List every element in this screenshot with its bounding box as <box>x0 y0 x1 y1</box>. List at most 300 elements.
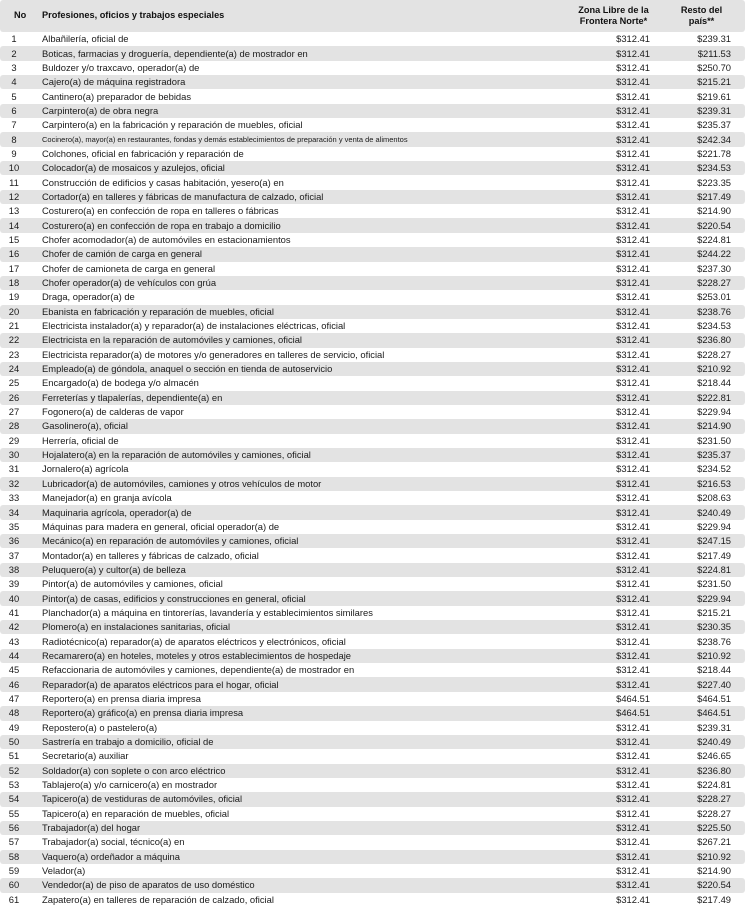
cell-row-number: 37 <box>8 549 20 561</box>
cell-profession: Montador(a) en talleres y fábricas de calzado, oficial <box>42 549 259 561</box>
cell-profession: Reportero(a) gráfico(a) en prensa diaria impresa <box>38 706 565 720</box>
column-header-zona-libre-frontera-norte <box>565 0 662 32</box>
cell-zona-libre: $312.41 <box>616 463 650 475</box>
cell-profession: Plomero(a) en instalaciones sanitarias, oficial <box>38 620 565 634</box>
cell-zona-libre: $312.41 <box>565 247 662 261</box>
cell-zona-libre: $312.41 <box>565 850 662 864</box>
cell-resto-pais: $228.27 <box>697 807 731 819</box>
table-row <box>0 663 745 677</box>
column-header-no: No <box>0 0 38 32</box>
cell-resto-pais: $246.65 <box>697 750 731 762</box>
cell-profession: Ebanista en fabricación y reparación de muebles, oficial <box>38 305 565 319</box>
table-row <box>0 620 745 634</box>
cell-zona-libre: $312.41 <box>565 563 662 577</box>
cell-profession: Tapicero(a) en reparación de muebles, oficial <box>42 807 230 819</box>
cell-resto-pais: $220.54 <box>662 218 745 232</box>
cell-resto-pais: $240.49 <box>662 735 745 749</box>
cell-resto-pais: $253.01 <box>697 291 731 303</box>
cell-profession: Vendedor(a) de piso de aparatos de uso doméstico <box>38 878 565 892</box>
cell-profession: Jornalero(a) agrícola <box>42 463 129 475</box>
cell-profession: Peluquero(a) y cultor(a) de belleza <box>38 563 565 577</box>
cell-resto-pais: $229.94 <box>697 520 731 532</box>
cell-resto-pais: $215.21 <box>697 606 731 618</box>
cell-zona-libre: $312.41 <box>565 821 662 835</box>
cell-profession: Boticas, farmacias y droguería, dependiente(a) de mostrador en <box>38 46 565 60</box>
cell-row-number: 8 <box>0 132 38 146</box>
cell-resto-pais: $464.51 <box>697 692 731 704</box>
cell-zona-libre: $464.51 <box>565 706 662 720</box>
cell-zona-libre: $312.41 <box>565 218 662 232</box>
cell-profession: Buldozer y/o traxcavo, operador(a) de <box>42 61 200 73</box>
cell-profession: Radiotécnico(a) reparador(a) de aparatos eléctricos y electrónicos, oficial <box>42 635 346 647</box>
table-row <box>0 147 745 161</box>
table-row <box>0 835 745 849</box>
cell-row-number: 22 <box>0 333 38 347</box>
cell-row-number: 19 <box>8 291 20 303</box>
cell-zona-libre: $312.41 <box>616 406 650 418</box>
cell-resto-pais: $237.30 <box>697 262 731 274</box>
cell-zona-libre: $312.41 <box>565 419 662 433</box>
cell-zona-libre: $312.41 <box>616 434 650 446</box>
cell-resto-pais: $214.90 <box>697 205 731 217</box>
cell-resto-pais: $234.53 <box>697 320 731 332</box>
cell-zona-libre: $312.41 <box>616 721 650 733</box>
cell-profession: Planchador(a) a máquina en tintorerías, lavandería y establecimientos similares <box>42 606 373 618</box>
table-row <box>0 175 745 189</box>
table-row <box>0 319 745 333</box>
cell-profession: Cocinero(a), mayor(a) en restaurantes, fondas y demás establecimientos de preparación y venta de alimentos <box>38 132 565 146</box>
cell-profession: Soldador(a) con soplete o con arco eléctrico <box>38 764 565 778</box>
table-row <box>0 46 745 60</box>
cell-zona-libre: $312.41 <box>616 750 650 762</box>
table-row <box>0 333 745 347</box>
table-row <box>0 706 745 720</box>
table-row <box>0 419 745 433</box>
cell-zona-libre: $312.41 <box>565 75 662 89</box>
cell-zona-libre: $312.41 <box>616 664 650 676</box>
cell-profession: Zapatero(a) en talleres de reparación de calzado, oficial <box>42 893 274 905</box>
cell-row-number: 33 <box>8 492 20 504</box>
cell-profession: Vaquero(a) ordeñador a máquina <box>38 850 565 864</box>
cell-profession: Carpintero(a) en la fabricación y reparación de muebles, oficial <box>42 119 303 131</box>
cell-profession: Refaccionaria de automóviles y camiones, dependiente(a) de mostrador en <box>42 664 355 676</box>
column-header-zona-line1: Zona Libre de la <box>578 4 649 15</box>
cell-row-number: 34 <box>0 505 38 519</box>
cell-row-number: 24 <box>0 362 38 376</box>
table-row <box>0 563 745 577</box>
cell-resto-pais: $218.44 <box>697 664 731 676</box>
cell-row-number: 41 <box>8 606 20 618</box>
table-row <box>0 821 745 835</box>
cell-zona-libre: $312.41 <box>565 677 662 691</box>
cell-profession: Maquinaria agrícola, operador(a) de <box>38 505 565 519</box>
cell-row-number: 51 <box>8 750 20 762</box>
cell-row-number: 2 <box>0 46 38 60</box>
cell-row-number: 30 <box>0 448 38 462</box>
table-row <box>0 262 745 276</box>
cell-zona-libre: $312.41 <box>616 147 650 159</box>
cell-row-number: 56 <box>0 821 38 835</box>
table-row <box>0 348 745 362</box>
table-row <box>0 75 745 89</box>
cell-zona-libre: $312.41 <box>616 377 650 389</box>
table-row <box>0 61 745 75</box>
cell-row-number: 6 <box>0 104 38 118</box>
column-header-resto-line1: Resto del <box>680 4 723 15</box>
cell-zona-libre: $312.41 <box>565 104 662 118</box>
cell-zona-libre: $312.41 <box>616 578 650 590</box>
cell-profession: Fogonero(a) de calderas de vapor <box>42 406 184 418</box>
table-header-row <box>0 0 745 32</box>
cell-profession: Trabajador(a) del hogar <box>38 821 565 835</box>
table-row <box>0 893 745 907</box>
cell-row-number: 28 <box>0 419 38 433</box>
table-row <box>0 735 745 749</box>
table-row <box>0 606 745 620</box>
cell-row-number: 48 <box>0 706 38 720</box>
cell-profession: Chofer de camioneta de carga en general <box>42 262 216 274</box>
cell-zona-libre: $312.41 <box>616 492 650 504</box>
cell-profession: Cortador(a) en talleres y fábricas de manufactura de calzado, oficial <box>38 190 565 204</box>
cell-resto-pais: $229.94 <box>662 591 745 605</box>
cell-row-number: 16 <box>0 247 38 261</box>
cell-profession: Recamarero(a) en hoteles, moteles y otros establecimientos de hospedaje <box>38 649 565 663</box>
cell-row-number: 43 <box>8 635 20 647</box>
cell-zona-libre: $312.41 <box>565 620 662 634</box>
cell-profession: Costurero(a) en confección de ropa en talleres o fábricas <box>42 205 279 217</box>
cell-profession: Cantinero(a) preparador de bebidas <box>42 90 192 102</box>
cell-resto-pais: $228.27 <box>697 348 731 360</box>
cell-row-number: 31 <box>8 463 20 475</box>
cell-zona-libre: $312.41 <box>616 205 650 217</box>
cell-resto-pais: $211.53 <box>662 46 745 60</box>
cell-resto-pais: $208.63 <box>697 492 731 504</box>
cell-profession: Reportero(a) en prensa diaria impresa <box>42 692 201 704</box>
cell-profession: Empleado(a) de góndola, anaquel o sección en tienda de autoservicio <box>38 362 565 376</box>
cell-zona-libre: $312.41 <box>616 320 650 332</box>
cell-row-number: 1 <box>11 33 17 45</box>
cell-zona-libre: $312.41 <box>616 61 650 73</box>
table-row <box>0 864 745 878</box>
cell-zona-libre: $312.41 <box>565 305 662 319</box>
cell-resto-pais: $228.27 <box>662 276 745 290</box>
cell-profession: Velador(a) <box>42 865 86 877</box>
table-row <box>0 391 745 405</box>
cell-zona-libre: $312.41 <box>616 635 650 647</box>
cell-profession: Chofer acomodador(a) de automóviles en estacionamientos <box>42 233 291 245</box>
cell-row-number: 3 <box>11 61 17 73</box>
cell-profession: Electricista instalador(a) y reparador(a) de instalaciones eléctricas, oficial <box>42 320 346 332</box>
cell-resto-pais: $229.94 <box>697 406 731 418</box>
cell-resto-pais: $215.21 <box>662 75 745 89</box>
cell-resto-pais: $219.61 <box>697 90 731 102</box>
cell-row-number: 4 <box>0 75 38 89</box>
table-row <box>0 362 745 376</box>
cell-zona-libre: $312.41 <box>616 865 650 877</box>
column-header-professions: Profesiones, oficios y trabajos especiales <box>38 0 565 32</box>
cell-zona-libre: $312.41 <box>616 33 650 45</box>
cell-resto-pais: $239.31 <box>662 104 745 118</box>
table-row <box>0 692 745 706</box>
cell-row-number: 36 <box>0 534 38 548</box>
cell-row-number: 55 <box>8 807 20 819</box>
cell-row-number: 59 <box>8 865 20 877</box>
cell-resto-pais: $240.49 <box>662 505 745 519</box>
table-row <box>0 276 745 290</box>
cell-resto-pais: $216.53 <box>662 477 745 491</box>
table-row <box>0 764 745 778</box>
cell-row-number: 10 <box>0 161 38 175</box>
cell-profession: Construcción de edificios y casas habitación, yesero(a) en <box>42 176 284 188</box>
cell-zona-libre: $312.41 <box>565 391 662 405</box>
cell-profession: Colchones, oficial en fabricación y reparación de <box>42 147 244 159</box>
cell-row-number: 39 <box>8 578 20 590</box>
cell-row-number: 53 <box>8 779 20 791</box>
cell-row-number: 27 <box>8 406 20 418</box>
cell-resto-pais: $210.92 <box>662 362 745 376</box>
cell-resto-pais: $223.35 <box>697 176 731 188</box>
cell-resto-pais: $247.15 <box>662 534 745 548</box>
cell-row-number: 32 <box>0 477 38 491</box>
cell-row-number: 18 <box>0 276 38 290</box>
table-row <box>0 89 745 103</box>
cell-zona-libre: $312.41 <box>565 649 662 663</box>
cell-zona-libre: $312.41 <box>616 807 650 819</box>
cell-row-number: 46 <box>0 677 38 691</box>
table-row <box>0 548 745 562</box>
cell-profession: Máquinas para madera en general, oficial operador(a) de <box>42 520 280 532</box>
cell-resto-pais: $234.52 <box>697 463 731 475</box>
cell-profession: Colocador(a) de mosaicos y azulejos, oficial <box>38 161 565 175</box>
cell-zona-libre: $312.41 <box>616 520 650 532</box>
table-row <box>0 190 745 204</box>
table-row <box>0 405 745 419</box>
table-row <box>0 448 745 462</box>
cell-resto-pais: $227.40 <box>662 677 745 691</box>
cell-row-number: 20 <box>0 305 38 319</box>
cell-row-number: 40 <box>0 591 38 605</box>
cell-resto-pais: $236.80 <box>662 764 745 778</box>
cell-row-number: 50 <box>0 735 38 749</box>
table-row <box>0 520 745 534</box>
cell-row-number: 52 <box>0 764 38 778</box>
cell-profession: Manejador(a) en granja avícola <box>42 492 172 504</box>
cell-resto-pais: $230.35 <box>662 620 745 634</box>
table-row <box>0 850 745 864</box>
cell-row-number: 61 <box>8 893 20 905</box>
cell-zona-libre: $312.41 <box>565 46 662 60</box>
cell-profession: Pintor(a) de automóviles y camiones, oficial <box>42 578 223 590</box>
cell-zona-libre: $312.41 <box>616 348 650 360</box>
cell-row-number: 45 <box>8 664 20 676</box>
table-row <box>0 204 745 218</box>
cell-resto-pais: $214.90 <box>662 419 745 433</box>
cell-resto-pais: $235.37 <box>697 119 731 131</box>
cell-row-number: 5 <box>11 90 17 102</box>
table-row <box>0 218 745 232</box>
cell-zona-libre: $312.41 <box>616 606 650 618</box>
cell-row-number: 12 <box>0 190 38 204</box>
cell-zona-libre: $312.41 <box>565 477 662 491</box>
cell-resto-pais: $267.21 <box>697 836 731 848</box>
cell-row-number: 15 <box>8 233 20 245</box>
cell-zona-libre: $312.41 <box>616 90 650 102</box>
table-row <box>0 462 745 476</box>
table-row <box>0 778 745 792</box>
table-row <box>0 132 745 146</box>
table-row <box>0 376 745 390</box>
column-header-resto-line2: país** <box>688 16 715 26</box>
cell-zona-libre: $312.41 <box>565 448 662 462</box>
cell-profession: Electricista reparador(a) de motores y/o generadores en talleres de servicio, oficial <box>42 348 385 360</box>
cell-profession: Lubricador(a) de automóviles, camiones y otros vehículos de motor <box>38 477 565 491</box>
cell-zona-libre: $312.41 <box>565 276 662 290</box>
cell-row-number: 25 <box>8 377 20 389</box>
cell-resto-pais: $224.81 <box>697 779 731 791</box>
table-row <box>0 161 745 175</box>
cell-resto-pais: $238.76 <box>697 635 731 647</box>
column-header-zona-line2: Frontera Norte* <box>579 16 648 26</box>
cell-row-number: 47 <box>8 692 20 704</box>
cell-profession: Pintor(a) de casas, edificios y construcciones en general, oficial <box>38 591 565 605</box>
cell-profession: Gasolinero(a), oficial <box>38 419 565 433</box>
cell-resto-pais: $464.51 <box>662 706 745 720</box>
cell-profession: Cajero(a) de máquina registradora <box>38 75 565 89</box>
table-row <box>0 577 745 591</box>
cell-profession: Tablajero(a) y/o carnicero(a) en mostrador <box>42 779 218 791</box>
cell-zona-libre: $312.41 <box>616 262 650 274</box>
cell-row-number: 29 <box>8 434 20 446</box>
cell-row-number: 60 <box>0 878 38 892</box>
cell-zona-libre: $312.41 <box>565 735 662 749</box>
table-row <box>0 878 745 892</box>
cell-resto-pais: $214.90 <box>697 865 731 877</box>
cell-resto-pais: $218.44 <box>697 377 731 389</box>
cell-profession: Carpintero(a) de obra negra <box>38 104 565 118</box>
cell-row-number: 44 <box>0 649 38 663</box>
cell-resto-pais: $228.27 <box>662 792 745 806</box>
cell-row-number: 21 <box>8 320 20 332</box>
cell-zona-libre: $312.41 <box>565 132 662 146</box>
cell-zona-libre: $312.41 <box>565 792 662 806</box>
table-row <box>0 807 745 821</box>
cell-zona-libre: $312.41 <box>616 779 650 791</box>
cell-resto-pais: $250.70 <box>697 61 731 73</box>
column-header-resto-del-pais <box>662 0 745 32</box>
cell-resto-pais: $231.50 <box>697 434 731 446</box>
cell-profession: Ferreterías y tlapalerías, dependiente(a) en <box>38 391 565 405</box>
cell-row-number: 13 <box>8 205 20 217</box>
cell-resto-pais: $238.76 <box>662 305 745 319</box>
cell-zona-libre: $312.41 <box>565 878 662 892</box>
cell-row-number: 11 <box>9 176 19 188</box>
cell-profession: Tapicero(a) de vestiduras de automóviles, oficial <box>38 792 565 806</box>
cell-profession: Herrería, oficial de <box>42 434 119 446</box>
cell-zona-libre: $312.41 <box>565 333 662 347</box>
cell-resto-pais: $244.22 <box>662 247 745 261</box>
cell-resto-pais: $222.81 <box>662 391 745 405</box>
cell-zona-libre: $312.41 <box>565 534 662 548</box>
table-row <box>0 290 745 304</box>
cell-resto-pais: $221.78 <box>697 147 731 159</box>
cell-profession: Trabajador(a) social, técnico(a) en <box>42 836 185 848</box>
table-row <box>0 491 745 505</box>
cell-profession: Hojalatero(a) en la reparación de automóviles y camiones, oficial <box>38 448 565 462</box>
cell-row-number: 7 <box>11 119 17 131</box>
table-row <box>0 505 745 519</box>
cell-resto-pais: $220.54 <box>662 878 745 892</box>
cell-zona-libre: $312.41 <box>616 176 650 188</box>
cell-resto-pais: $236.80 <box>662 333 745 347</box>
table-row <box>0 677 745 691</box>
table-row <box>0 749 745 763</box>
table-row <box>0 792 745 806</box>
cell-row-number: 49 <box>8 721 20 733</box>
cell-row-number: 9 <box>11 147 17 159</box>
cell-profession: Secretario(a) auxiliar <box>42 750 129 762</box>
cell-profession: Mecánico(a) en reparación de automóviles y camiones, oficial <box>38 534 565 548</box>
cell-profession: Reparador(a) de aparatos eléctricos para el hogar, oficial <box>38 677 565 691</box>
cell-row-number: 23 <box>8 348 20 360</box>
cell-profession: Encargado(a) de bodega y/o almacén <box>42 377 199 389</box>
cell-zona-libre: $312.41 <box>565 591 662 605</box>
cell-row-number: 14 <box>0 218 38 232</box>
cell-resto-pais: $217.49 <box>697 549 731 561</box>
cell-row-number: 38 <box>0 563 38 577</box>
cell-zona-libre: $312.41 <box>565 505 662 519</box>
table-row <box>0 434 745 448</box>
table-row <box>0 104 745 118</box>
cell-row-number: 17 <box>8 262 20 274</box>
cell-resto-pais: $217.49 <box>662 190 745 204</box>
table-row <box>0 721 745 735</box>
cell-resto-pais: $210.92 <box>662 649 745 663</box>
table-row <box>0 233 745 247</box>
cell-zona-libre: $464.51 <box>616 692 650 704</box>
cell-zona-libre: $312.41 <box>616 291 650 303</box>
cell-row-number: 57 <box>8 836 20 848</box>
table-row <box>0 247 745 261</box>
cell-resto-pais: $234.53 <box>662 161 745 175</box>
table-row <box>0 118 745 132</box>
cell-zona-libre: $312.41 <box>565 764 662 778</box>
table-row <box>0 477 745 491</box>
cell-profession: Repostero(a) o pastelero(a) <box>42 721 158 733</box>
cell-resto-pais: $239.31 <box>697 721 731 733</box>
table-row <box>0 649 745 663</box>
cell-row-number: 58 <box>0 850 38 864</box>
cell-resto-pais: $224.81 <box>662 563 745 577</box>
cell-zona-libre: $312.41 <box>565 161 662 175</box>
cell-zona-libre: $312.41 <box>616 836 650 848</box>
cell-profession: Chofer operador(a) de vehículos con grúa <box>38 276 565 290</box>
table-row <box>0 534 745 548</box>
cell-zona-libre: $312.41 <box>616 549 650 561</box>
cell-row-number: 35 <box>8 520 20 532</box>
table-row <box>0 32 745 46</box>
cell-resto-pais: $210.92 <box>662 850 745 864</box>
cell-profession: Costurero(a) en confección de ropa en trabajo a domicilio <box>38 218 565 232</box>
cell-profession: Chofer de camión de carga en general <box>38 247 565 261</box>
table-header <box>0 0 745 32</box>
cell-resto-pais: $239.31 <box>697 33 731 45</box>
cell-profession: Electricista en la reparación de automóviles y camiones, oficial <box>38 333 565 347</box>
cell-resto-pais: $235.37 <box>662 448 745 462</box>
cell-zona-libre: $312.41 <box>616 893 650 905</box>
cell-resto-pais: $225.50 <box>662 821 745 835</box>
cell-profession: Albañilería, oficial de <box>42 33 129 45</box>
cell-row-number: 54 <box>0 792 38 806</box>
